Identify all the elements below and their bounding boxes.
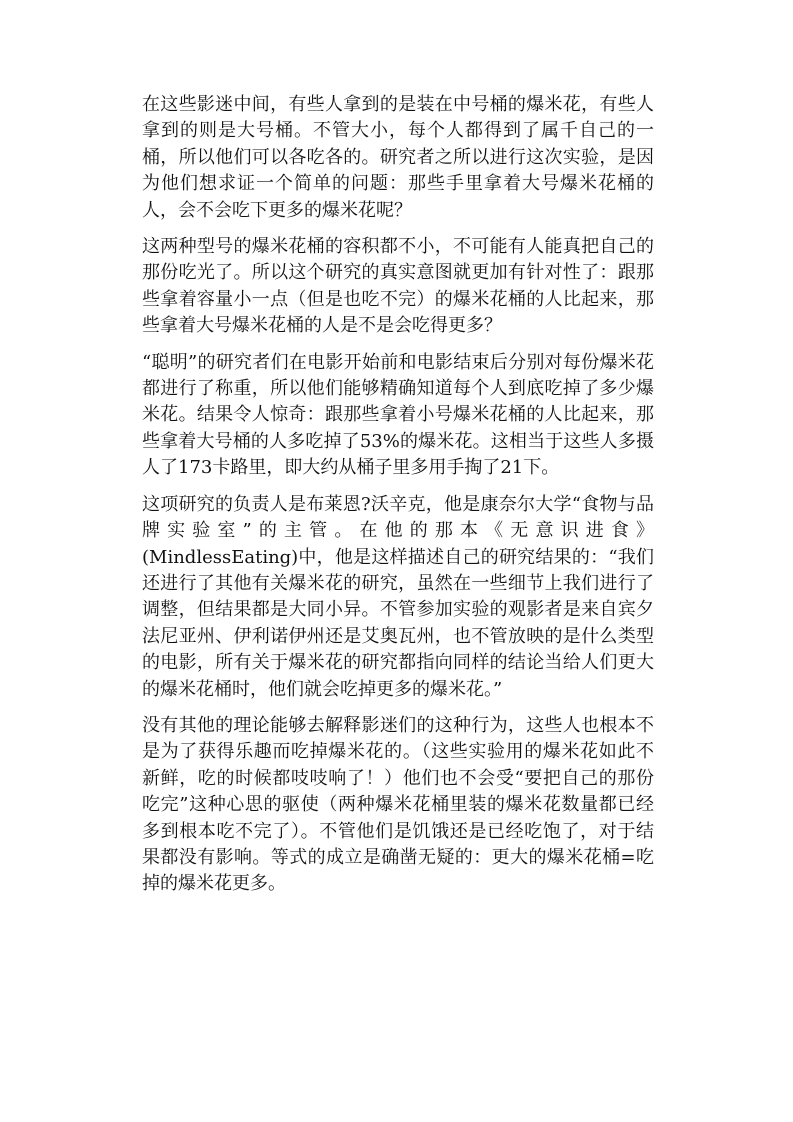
paragraph: 这项研究的负责人是布莱恩?沃辛克，他是康奈尔大学“食物与品牌实验室”的主管。在他的那本《无意识进食》(MindlessEating)中，他是这样描述自己的研究结果的：“我们还进行了其他有关爆米花的研究，虽然在一些细节上我们进行了调整，但结果都是大同小异。不管参加实验的观影者是来自宾夕法尼亚州、伊利诺伊州还是艾奥瓦州，也不管放映的是什么类型的电影，所有关于爆米花的研究都指向同样的结论当给人们更大的爆米花桶时，他们就会吃掉更多的爆米花。” xyxy=(142,493,654,700)
paragraph: 这两种型号的爆米花桶的容积都不小，不可能有人能真把自己的那份吃光了。所以这个研究的真实意图就更加有针对性了：跟那些拿着容量小一点（但是也吃不完）的爆米花桶的人比起来，那些拿着大号爆米花桶的人是不是会吃得更多？ xyxy=(142,236,654,337)
document-page xyxy=(142,92,654,898)
paragraph: 在这些影迷中间，有些人拿到的是装在中号桶的爆米花，有些人拿到的则是大号桶。不管大小，每个人都得到了属千自己的一桶，所以他们可以各吃各的。研究者之所以进行这次实验，是因为他们想求证一个简单的问题：那些手里拿着大号爆米花桶的人，会不会吃下更多的爆米花呢？ xyxy=(142,94,654,221)
paragraph: 没有其他的理论能够去解释影迷们的这种行为，这些人也根本不是为了获得乐趣而吃掉爆米花的。（这些实验用的爆米花如此不新鲜，吃的时候都吱吱响了！）他们也不会受“要把自己的那份吃完”这种心思的驱使（两种爆米花桶里装的爆米花数量都已经多到根本吃不完了）。不管他们是饥饿还是已经吃饱了，对于结果都没有影响。等式的成立是确凿无疑的：更大的爆米花桶=吃掉的爆米花更多。 xyxy=(142,714,654,895)
paragraph: “聪明”的研究者们在电影开始前和电影结束后分别对每份爆米花都进行了称重，所以他们能够精确知道每个人到底吃掉了多少爆米花。结果令人惊奇：跟那些拿着小号爆米花桶的人比起来，那些拿着大号桶的人多吃掉了53%的爆米花。这相当于这些人多摄人了173卡路里，即大约从桶子里多用手掏了21下。 xyxy=(142,351,654,479)
